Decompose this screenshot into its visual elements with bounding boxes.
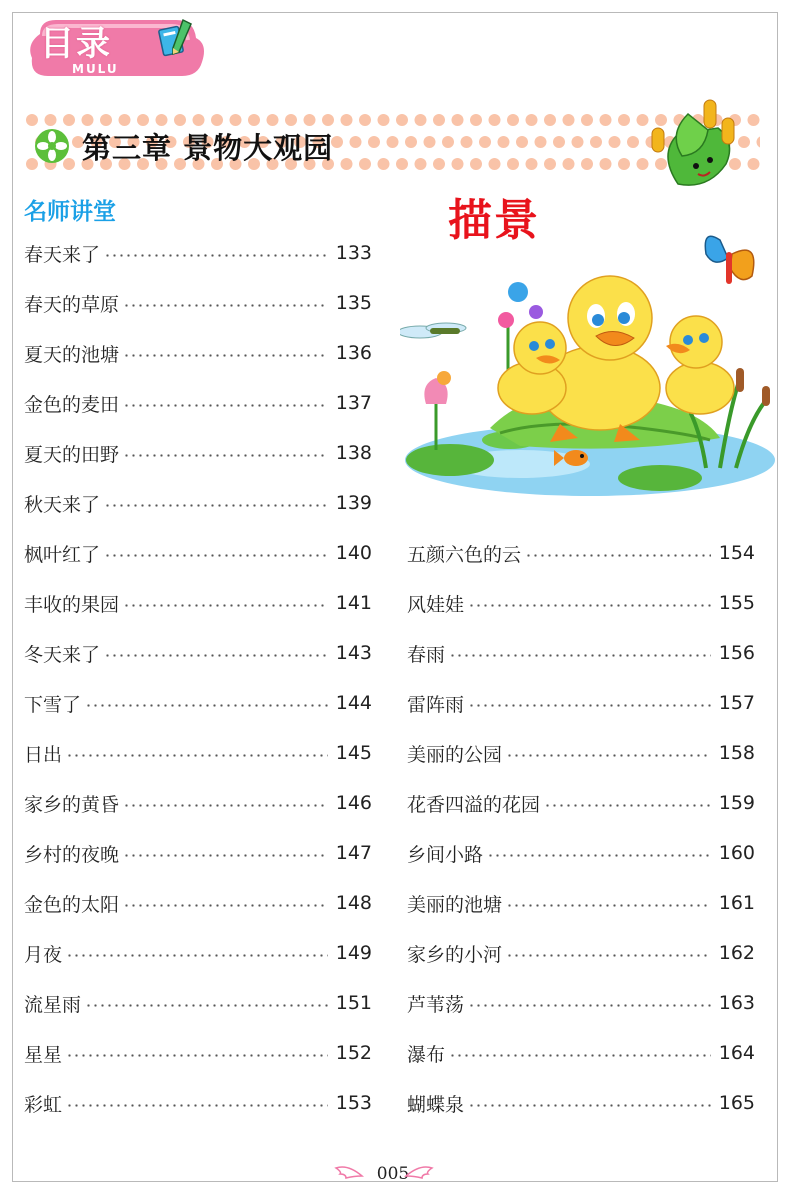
toc-entry-title: 乡间小路 [407, 843, 484, 866]
dot-leader [66, 954, 328, 957]
corn-cob-icon [648, 94, 744, 194]
toc-entry[interactable] [24, 338, 372, 368]
toc-entry-title: 日出 [24, 743, 63, 766]
toc-entry[interactable] [407, 838, 755, 868]
toc-entry-title: 瀑布 [407, 1043, 446, 1066]
dot-leader [85, 1004, 328, 1007]
dot-leader [104, 554, 328, 557]
toc-entry[interactable] [24, 288, 372, 318]
dot-leader [123, 904, 328, 907]
toc-entry-page: 144 [335, 692, 372, 714]
toc-entry-title: 星星 [24, 1043, 63, 1066]
toc-entry[interactable] [24, 538, 372, 568]
dot-leader [85, 704, 328, 707]
toc-entry-page: 151 [335, 992, 372, 1014]
dot-leader [468, 1104, 711, 1107]
dot-leader [468, 604, 711, 607]
dot-leader [123, 604, 328, 607]
pencil-notebook-icon [157, 16, 197, 60]
toc-entry-page: 135 [335, 292, 372, 314]
toc-entry-title: 家乡的小河 [407, 943, 503, 966]
dot-leader [544, 804, 711, 807]
toc-entry-title: 流星雨 [24, 993, 82, 1016]
dot-leader [506, 754, 711, 757]
toc-entry[interactable] [407, 1088, 755, 1118]
toc-entry[interactable] [24, 588, 372, 618]
toc-entry[interactable] [24, 1088, 372, 1118]
toc-entry-page: 140 [335, 542, 372, 564]
toc-entry[interactable] [24, 888, 372, 918]
wing-icon [404, 1162, 434, 1182]
page-number: 005 [376, 1164, 410, 1184]
toc-entry-page: 158 [718, 742, 755, 764]
illustration-label: 描景 [448, 195, 540, 246]
dot-leader [123, 304, 328, 307]
section-title: 名师讲堂 [24, 198, 116, 225]
toc-entry-page: 139 [335, 492, 372, 514]
toc-entry-title: 风娃娃 [407, 593, 465, 616]
wing-icon [334, 1162, 364, 1182]
toc-entry[interactable] [407, 688, 755, 718]
toc-entry-title: 秋天来了 [24, 493, 101, 516]
toc-entry[interactable] [24, 838, 372, 868]
dot-leader [449, 1054, 711, 1057]
toc-entry[interactable] [24, 1038, 372, 1068]
toc-heading-pinyin: MULU [72, 62, 119, 76]
toc-entry-page: 138 [335, 442, 372, 464]
dot-leader [449, 654, 711, 657]
toc-entry-page: 137 [335, 392, 372, 414]
dot-leader [468, 704, 711, 707]
toc-entry-page: 145 [335, 742, 372, 764]
toc-entry[interactable] [407, 788, 755, 818]
toc-entry-title: 蝴蝶泉 [407, 1093, 465, 1116]
toc-entry[interactable] [24, 988, 372, 1018]
toc-entry-title: 美丽的池塘 [407, 893, 503, 916]
toc-entry-title: 冬天来了 [24, 643, 101, 666]
toc-entry[interactable] [24, 638, 372, 668]
toc-entry-page: 161 [718, 892, 755, 914]
dot-leader [123, 354, 328, 357]
dot-leader [468, 1004, 711, 1007]
toc-entry-title: 五颜六色的云 [407, 543, 522, 566]
toc-entry[interactable] [407, 738, 755, 768]
toc-entry-title: 丰收的果园 [24, 593, 120, 616]
toc-entry[interactable] [407, 938, 755, 968]
chapter-title: 第三章 景物大观园 [82, 131, 334, 165]
dot-leader [123, 404, 328, 407]
toc-entry-page: 155 [718, 592, 755, 614]
toc-entry-title: 金色的太阳 [24, 893, 120, 916]
green-flower-icon [34, 128, 70, 164]
toc-entry-title: 花香四溢的花园 [407, 793, 541, 816]
toc-entry[interactable] [24, 488, 372, 518]
toc-entry-page: 154 [718, 542, 755, 564]
toc-entry[interactable] [24, 688, 372, 718]
toc-entry-title: 春天来了 [24, 243, 101, 266]
toc-entry-title: 月夜 [24, 943, 63, 966]
dot-leader [66, 1104, 328, 1107]
toc-entry[interactable] [24, 388, 372, 418]
toc-entry-page: 146 [335, 792, 372, 814]
toc-entry[interactable] [24, 738, 372, 768]
toc-entry[interactable] [407, 1038, 755, 1068]
toc-entry-page: 163 [718, 992, 755, 1014]
toc-entry-page: 148 [335, 892, 372, 914]
toc-entry-page: 147 [335, 842, 372, 864]
toc-entry-page: 165 [718, 1092, 755, 1114]
toc-entry-title: 夏天的田野 [24, 443, 120, 466]
toc-entry-page: 162 [718, 942, 755, 964]
dot-leader [506, 954, 711, 957]
dot-leader [123, 854, 328, 857]
toc-entry-title: 家乡的黄昏 [24, 793, 120, 816]
toc-entry[interactable] [24, 938, 372, 968]
toc-entry-title: 彩虹 [24, 1093, 63, 1116]
dot-leader [123, 804, 328, 807]
toc-entry-page: 159 [718, 792, 755, 814]
toc-entry-title: 美丽的公园 [407, 743, 503, 766]
toc-entry-title: 枫叶红了 [24, 543, 101, 566]
toc-entry[interactable] [24, 788, 372, 818]
toc-entry[interactable] [407, 638, 755, 668]
dot-leader [104, 254, 328, 257]
dot-leader [104, 654, 328, 657]
toc-entry-page: 157 [718, 692, 755, 714]
dot-leader [525, 554, 711, 557]
dot-leader [104, 504, 328, 507]
dot-leader [123, 454, 328, 457]
toc-entry[interactable] [24, 438, 372, 468]
toc-entry[interactable] [24, 238, 372, 268]
ducks-pond-illustration [400, 228, 778, 506]
toc-entry[interactable] [407, 538, 755, 568]
toc-entry-title: 芦苇荡 [407, 993, 465, 1016]
toc-entry-page: 164 [718, 1042, 755, 1064]
toc-entry-title: 春天的草原 [24, 293, 120, 316]
toc-entry-page: 133 [335, 242, 372, 264]
toc-entry-page: 153 [335, 1092, 372, 1114]
toc-entry-title: 乡村的夜晚 [24, 843, 120, 866]
toc-entry-page: 143 [335, 642, 372, 664]
toc-entry-page: 156 [718, 642, 755, 664]
toc-heading: 目录 [40, 24, 112, 64]
toc-entry-page: 160 [718, 842, 755, 864]
toc-entry-page: 149 [335, 942, 372, 964]
dot-leader [487, 854, 711, 857]
toc-entry-page: 136 [335, 342, 372, 364]
toc-entry[interactable] [407, 988, 755, 1018]
toc-entry-page: 152 [335, 1042, 372, 1064]
dot-leader [506, 904, 711, 907]
toc-entry[interactable] [407, 888, 755, 918]
toc-entry-page: 141 [335, 592, 372, 614]
toc-entry-title: 金色的麦田 [24, 393, 120, 416]
dot-leader [66, 754, 328, 757]
dot-leader [66, 1054, 328, 1057]
toc-entry-title: 下雪了 [24, 693, 82, 716]
toc-entry-title: 夏天的池塘 [24, 343, 120, 366]
toc-entry[interactable] [407, 588, 755, 618]
toc-entry-title: 春雨 [407, 643, 446, 666]
toc-entry-title: 雷阵雨 [407, 693, 465, 716]
